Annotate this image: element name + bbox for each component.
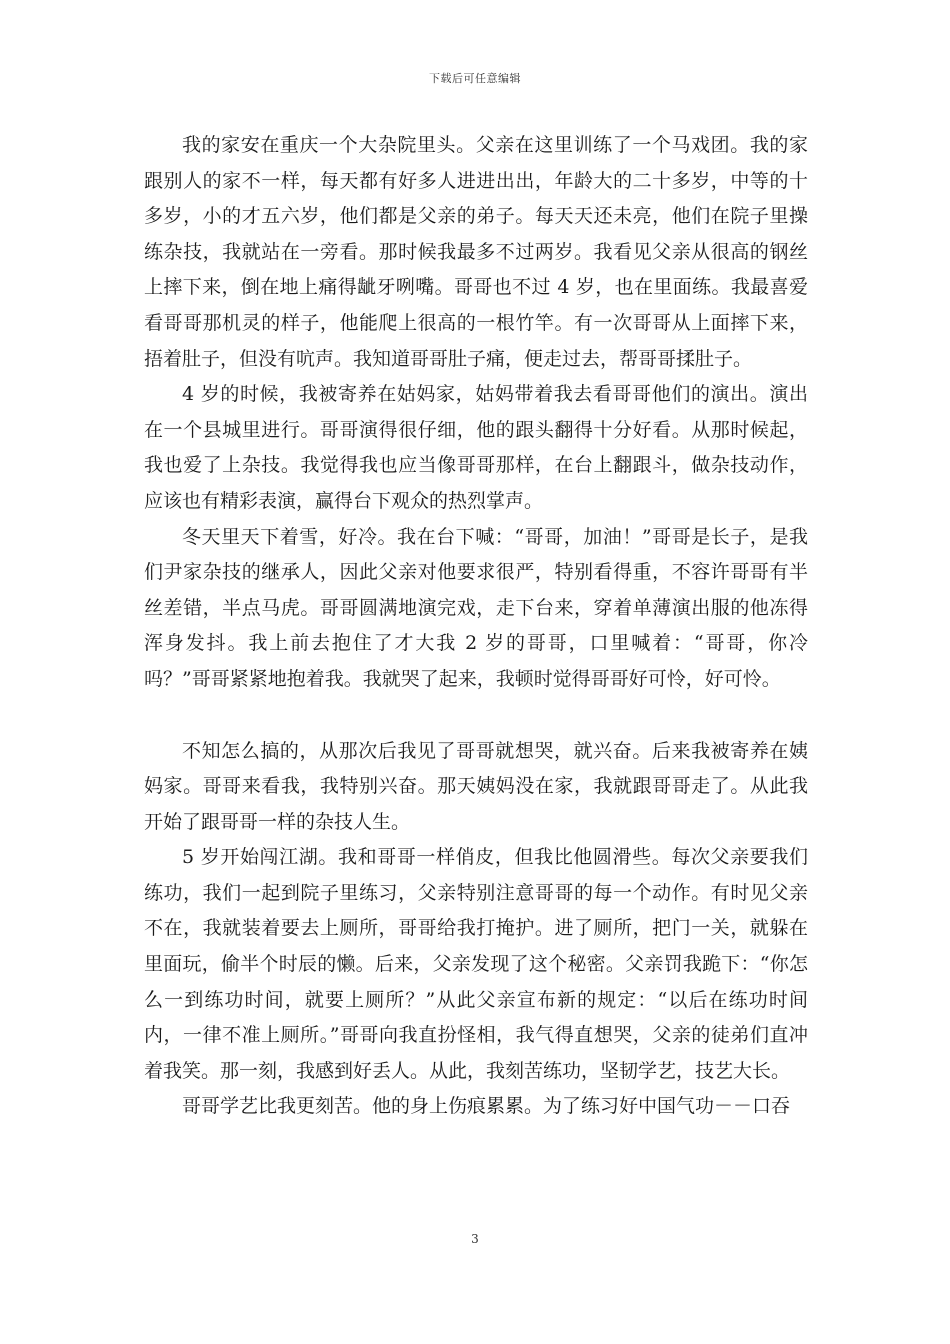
- paragraph-6: 哥哥学艺比我更刻苦。他的身上伤痕累累。为了练习好中国气功－－口吞: [182, 1095, 791, 1118]
- paragraph-3: 冬天里天下着雪，好冷。我在台下喊：“哥哥，加油！”哥哥是长子，是我们尹家杂技的继承人，因此父亲对他要求很严，特别看得重，不容许哥哥有半丝差错，半点马虎。哥哥圆满地演完戏，走下台来，穿着单薄演出服的他冻得浑身发抖。我上前去抱住了才大我 2 岁的哥哥，口里喊着：“哥哥，你冷吗？”哥哥紧紧地抱着我。我就哭了起来，我顿时觉得哥哥好可怜，好可怜。: [144, 525, 808, 690]
- paragraph-1: 我的家安在重庆一个大杂院里头。父亲在这里训练了一个马戏团。我的家跟别人的家不一样，每天都有好多人进进出出，年龄大的二十多岁，中等的十多岁，小的才五六岁，他们都是父亲的弟子。每天天还未亮，他们在院子里操练杂技，我就站在一旁看。那时候我最多不过两岁。我看见父亲从很高的钢丝上摔下来，倒在地上痛得龇牙咧嘴。哥哥也不过 4 岁，也在里面练。我最喜爱看哥哥那机灵的样子，他能爬上很高的一根竹竿。有一次哥哥从上面摔下来，捂着肚子，但没有吭声。我知道哥哥肚子痛，便走过去，帮哥哥揉肚子。: [144, 134, 808, 370]
- page-number: 3: [471, 1232, 479, 1246]
- paragraph-2: 4 岁的时候，我被寄养在姑妈家，姑妈带着我去看哥哥他们的演出。演出在一个县城里进行。哥哥演得很仔细，他的跟头翻得十分好看。从那时候起，我也爱了上杂技。我觉得我也应当像哥哥那样，在台上翻跟斗，做杂技动作，应该也有精彩表演，赢得台下观众的热烈掌声。: [144, 383, 808, 512]
- document-body: [144, 128, 808, 1125]
- page-header-note: 下载后可任意编辑: [429, 72, 521, 85]
- paragraph-5: 5 岁开始闯江湖。我和哥哥一样俏皮，但我比他圆滑些。每次父亲要我们练功，我们一起到院子里练习，父亲特别注意哥哥的每一个动作。有时见父亲不在，我就装着要去上厕所，哥哥给我打掩护。进了厕所，把门一关，就躲在里面玩，偷半个时辰的懒。后来，父亲发现了这个秘密。父亲罚我跪下：“你怎么一到练功时间，就要上厕所？”从此父亲宣布新的规定：“以后在练功时间内，一律不准上厕所。”哥哥向我直扮怪相，我气得直想哭，父亲的徒弟们直冲着我笑。那一刻，我感到好丢人。从此，我刻苦练功，坚韧学艺，技艺大长。: [144, 846, 808, 1082]
- paragraph-4: 不知怎么搞的，从那次后我见了哥哥就想哭，就兴奋。后来我被寄养在姨妈家。哥哥来看我，我特别兴奋。那天姨妈没在家，我就跟哥哥走了。从此我开始了跟哥哥一样的杂技人生。: [144, 739, 808, 833]
